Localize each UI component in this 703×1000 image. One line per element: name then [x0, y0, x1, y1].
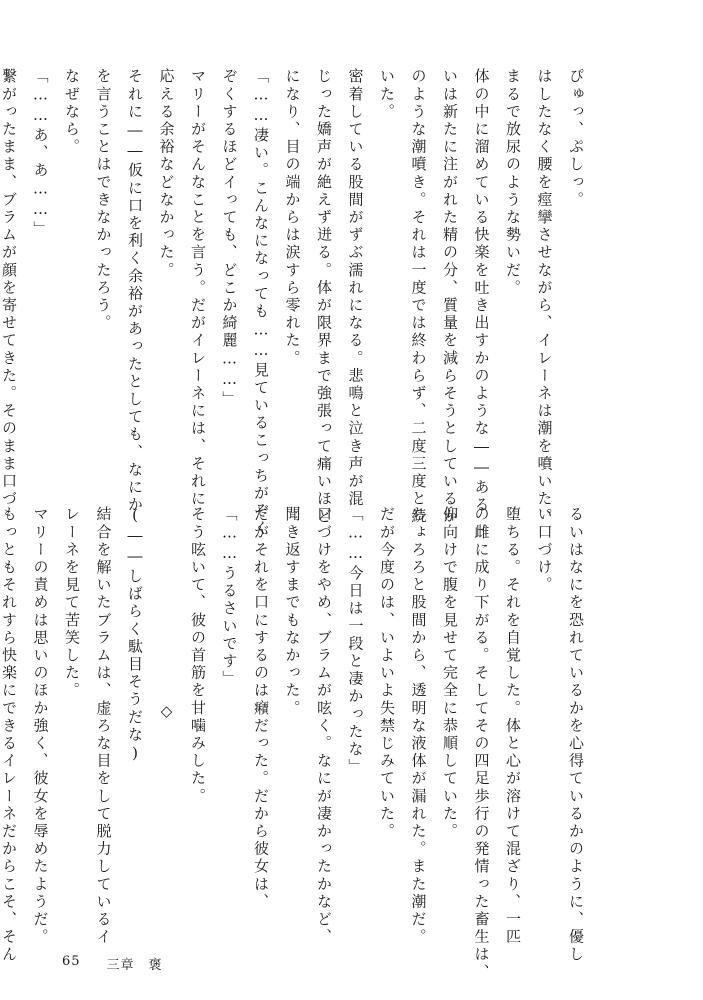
text-column: マリーの責めは思いのほか強く、彼女を辱めたようだ。 [31, 506, 50, 946]
text-column: のような潮噴き。それは一度では終わらず、二度三度と続 [409, 68, 428, 526]
text-column: 「……今日は一段と凄かったな」 [346, 506, 365, 776]
text-column: 堕ちる。それを自覚した。体と心が溶けて混ざり、一匹 [504, 506, 522, 946]
text-column: レーネを見て苦笑した。 [63, 506, 81, 700]
text-column: 聞き返すまでもなかった。 [283, 506, 302, 718]
text-column: まるで放尿のような勢いだ。 [504, 68, 522, 297]
text-column: になり、目の端からは涙すら零れた。 [283, 68, 302, 368]
text-column: の雌に成り下がる。そしてその四足歩行の発情った畜生は、 [472, 506, 491, 982]
text-column: 「……あ、あ……」 [31, 68, 50, 239]
text-column: いた。 [378, 68, 396, 121]
text-column: 繋がったまま、ブラムが顔を寄せてきた。そのまま口づ [0, 68, 18, 508]
text-column: 「……凄い。こんなになっても……見ているこっちがぞく [252, 68, 270, 538]
text-column: 仰向けで腹を見せて完全に恭順していた。 [441, 506, 459, 841]
text-column: 口づけをやめ、ブラムが呟く。なにが凄かったかなど、 [315, 506, 333, 946]
text-column: ぴゅっ、ぷしっ。 [567, 68, 585, 209]
text-column: を言うことはできなかったろう。 [94, 68, 113, 332]
text-column: ぞくするほどイっても、どこか綺麗……」 [220, 68, 239, 409]
section-break-symbol: ◇ [157, 701, 176, 723]
text-block-top [0, 68, 591, 538]
text-column: じった嬌声が絶えず迸る。体が限界まで強張って痛いほど [315, 68, 333, 526]
text-column: そう呟いて、彼の首筋を甘噛みした。 [189, 506, 207, 806]
text-column: だが今度のは、いよいよ失禁じみていた。 [378, 506, 396, 841]
text-column: マリーがそんなことを言う。だがイレーネには、それに [189, 68, 207, 508]
text-column: 密着している股間がずぶ濡れになる。悲鳴と泣き声が混 [346, 68, 365, 508]
text-column: 体の中に溜めている快楽を吐き出すかのような――ある [472, 68, 491, 514]
text-column: 応える余裕などなかった。 [157, 68, 176, 280]
text-column: 「……うるさいです」 [220, 506, 239, 688]
text-column: もっともそれすら快楽にできるイレーネだからこそ、そん [0, 506, 18, 964]
text-column: (――しばらく駄目そうだな) [126, 506, 144, 765]
page-footer [62, 954, 163, 973]
text-column: なぜなら。 [63, 68, 81, 156]
text-column: いは新たに注がれた精の分、質量を減らそうとしているか [441, 68, 459, 526]
text-column: ちょろろと股間から、透明な液体が漏れた。また潮だ。 [409, 506, 428, 946]
page-number: 65 [62, 954, 81, 969]
text-column: 結合を解いたブラムは、虚ろな目をして脱力しているイ [94, 506, 113, 946]
text-column: るいはなにを恐れているかを心得ているかのように、優し [567, 506, 585, 964]
chapter-title: 三章 褒 [106, 958, 163, 973]
text-column: それに――仮に口を利く余裕があったとしても、なにか [126, 68, 144, 514]
text-column: はしたなく腰を痙攣させながら、イレーネは潮を噴いた。 [535, 68, 554, 526]
text-column: だがそれを口にするのは癪だった。だから彼女は、 [252, 506, 270, 911]
text-column: い口づけ。 [535, 506, 554, 594]
